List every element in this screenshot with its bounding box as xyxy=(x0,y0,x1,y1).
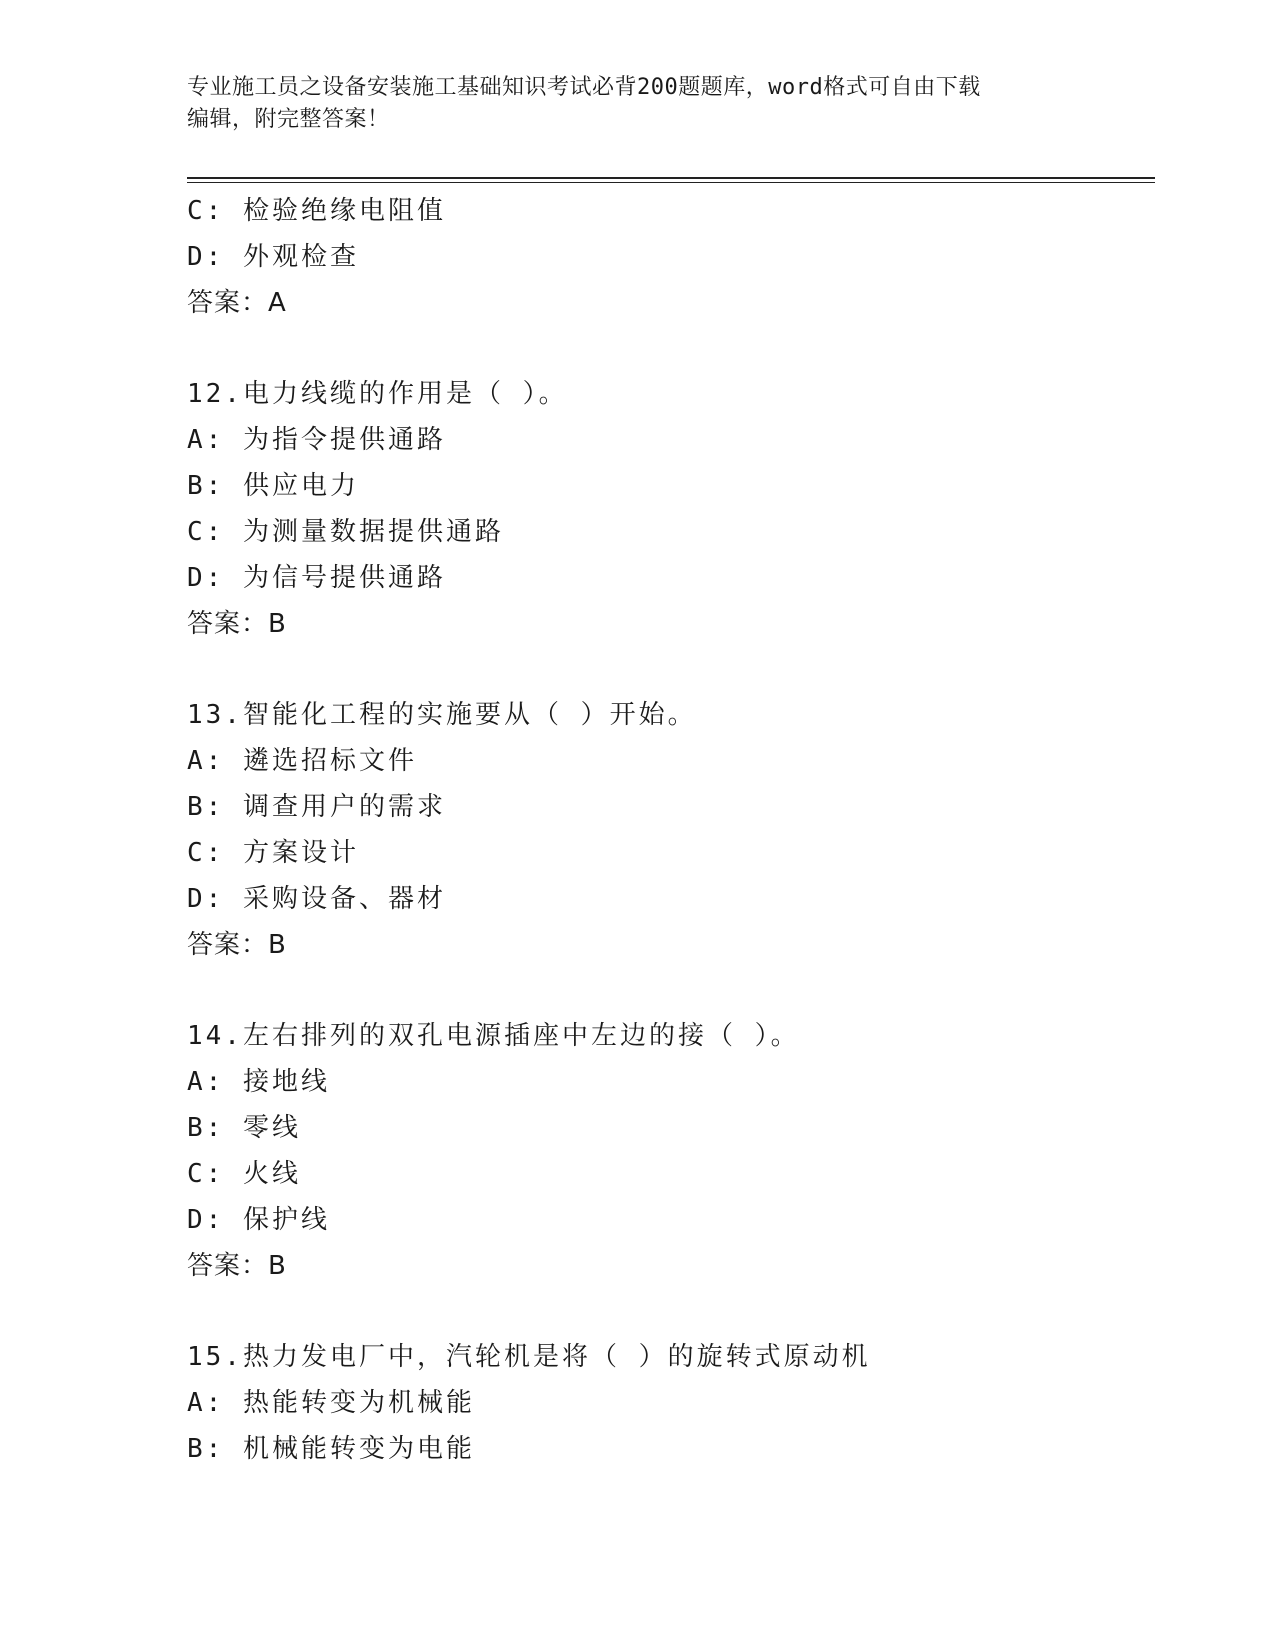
question-11-continued xyxy=(187,188,1147,326)
option-c: C: 火线 xyxy=(187,1159,301,1189)
answer-line: 答案：B xyxy=(187,609,287,639)
header-divider-thin xyxy=(187,182,1155,183)
option-c: C: 为测量数据提供通路 xyxy=(187,517,504,547)
option-b: B: 调查用户的需求 xyxy=(187,792,446,822)
option-a: A: 接地线 xyxy=(187,1067,330,1097)
option-d: D: 保护线 xyxy=(187,1205,330,1235)
option-b: B: 机械能转变为电能 xyxy=(187,1434,475,1464)
option-a: A: 遴选招标文件 xyxy=(187,746,417,776)
question-title: 13.智能化工程的实施要从（ ）开始。 xyxy=(187,700,697,730)
option-c: C: 方案设计 xyxy=(187,838,359,868)
question-title: 15.热力发电厂中，汽轮机是将（ ）的旋转式原动机 xyxy=(187,1342,871,1372)
document-header xyxy=(187,72,1087,136)
question-title: 14.左右排列的双孔电源插座中左边的接（ ）。 xyxy=(187,1021,800,1051)
answer-line: 答案：B xyxy=(187,930,287,960)
option-b: B: 供应电力 xyxy=(187,471,359,501)
question-12 xyxy=(187,371,1147,647)
question-title: 12.电力线缆的作用是（ ）。 xyxy=(187,379,568,409)
question-14 xyxy=(187,1013,1147,1289)
question-15 xyxy=(187,1334,1147,1472)
question-list xyxy=(187,188,1147,1472)
option-a: A: 热能转变为机械能 xyxy=(187,1388,475,1418)
answer-line: 答案：A xyxy=(187,288,287,318)
option-b: B: 零线 xyxy=(187,1113,301,1143)
option-d: D: 为信号提供通路 xyxy=(187,563,446,593)
option-d: D: 采购设备、器材 xyxy=(187,884,446,914)
answer-line: 答案：B xyxy=(187,1251,287,1281)
header-line-1: 专业施工员之设备安装施工基础知识考试必背200题题库，word格式可自由下载 xyxy=(187,75,981,100)
header-line-2: 编辑，附完整答案！ xyxy=(187,107,390,132)
option-a: A: 为指令提供通路 xyxy=(187,425,446,455)
header-divider-thick xyxy=(187,177,1155,179)
question-13 xyxy=(187,692,1147,968)
option-d: D: 外观检查 xyxy=(187,242,359,272)
option-c: C: 检验绝缘电阻值 xyxy=(187,196,446,226)
